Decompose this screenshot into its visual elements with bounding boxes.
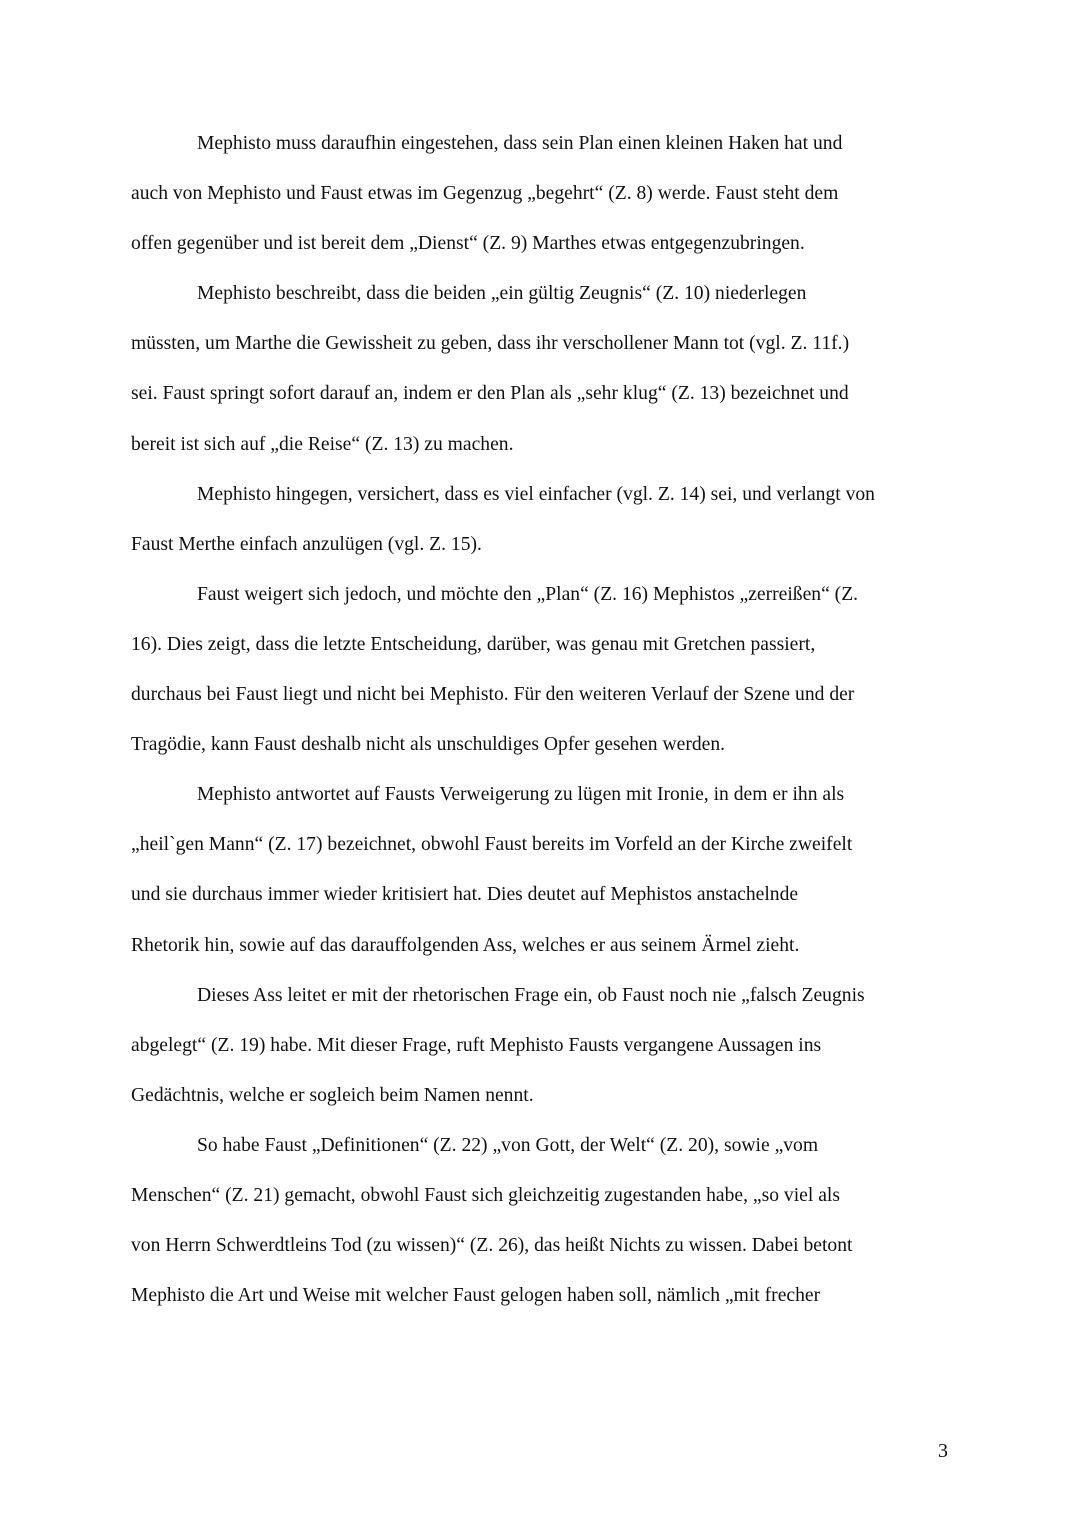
text-line: 16). Dies zeigt, dass die letzte Entscheidung, darüber, was genau mit Gretchen passiert,: [131, 633, 816, 655]
text-line: So habe Faust „Definitionen“ (Z. 22) „von Gott, der Welt“ (Z. 20), sowie „vom: [197, 1134, 819, 1156]
text-line: Mephisto hingegen, versichert, dass es viel einfacher (vgl. Z. 14) sei, und verlangt von: [197, 483, 875, 505]
text-line: Mephisto beschreibt, dass die beiden „ein gültig Zeugnis“ (Z. 10) niederlegen: [197, 283, 807, 305]
page-number: 3: [938, 1440, 948, 1462]
text-line: von Herrn Schwerdtleins Tod (zu wissen)“ (Z. 26), das heißt Nichts zu wissen. Dabei betont: [131, 1235, 853, 1257]
text-line: Faust Merthe einfach anzulügen (vgl. Z. 15).: [131, 533, 482, 555]
text-line: auch von Mephisto und Faust etwas im Gegenzug „begehrt“ (Z. 8) werde. Faust steht dem: [131, 183, 839, 205]
text-line: Faust weigert sich jedoch, und möchte den „Plan“ (Z. 16) Mephistos „zerreißen“ (Z.: [197, 583, 859, 605]
text-line: Mephisto die Art und Weise mit welcher Faust gelogen haben soll, nämlich „mit frecher: [131, 1285, 821, 1307]
text-line: sei. Faust springt sofort darauf an, indem er den Plan als „sehr klug“ (Z. 13) bezeichnet und: [131, 383, 849, 405]
text-line: Menschen“ (Z. 21) gemacht, obwohl Faust sich gleichzeitig zugestanden habe, „so viel als: [131, 1184, 840, 1206]
text-line: Mephisto antwortet auf Fausts Verweigerung zu lügen mit Ironie, in dem er ihn als: [197, 784, 845, 806]
text-line: durchaus bei Faust liegt und nicht bei Mephisto. Für den weiteren Verlauf der Szene und der: [131, 684, 855, 706]
text-line: offen gegenüber und ist bereit dem „Dienst“ (Z. 9) Marthes etwas entgegenzubringen.: [131, 233, 805, 255]
text-line: müssten, um Marthe die Gewissheit zu geben, dass ihr verschollener Mann tot (vgl. Z. 11f.): [131, 333, 850, 355]
text-line: Tragödie, kann Faust deshalb nicht als unschuldiges Opfer gesehen werden.: [131, 734, 726, 756]
body-text: [131, 122, 961, 1324]
text-line: Mephisto muss daraufhin eingestehen, dass sein Plan einen kleinen Haken hat und: [197, 133, 843, 154]
text-line: Rhetorik hin, sowie auf das darauffolgenden Ass, welches er aus seinem Ärmel zieht.: [131, 934, 800, 956]
text-line: Gedächtnis, welche er sogleich beim Namen nennt.: [131, 1084, 534, 1106]
text-line: abgelegt“ (Z. 19) habe. Mit dieser Frage, ruft Mephisto Fausts vergangene Aussagen ins: [131, 1034, 822, 1056]
text-line: bereit ist sich auf „die Reise“ (Z. 13) zu machen.: [131, 433, 514, 455]
text-line: „heil`gen Mann“ (Z. 17) bezeichnet, obwohl Faust bereits im Vorfeld an der Kirche zweifelt: [131, 834, 853, 856]
text-line: und sie durchaus immer wieder kritisiert hat. Dies deutet auf Mephistos anstachelnde: [131, 884, 799, 906]
text-line: Dieses Ass leitet er mit der rhetorischen Frage ein, ob Faust noch nie „falsch Zeugnis: [197, 984, 865, 1006]
